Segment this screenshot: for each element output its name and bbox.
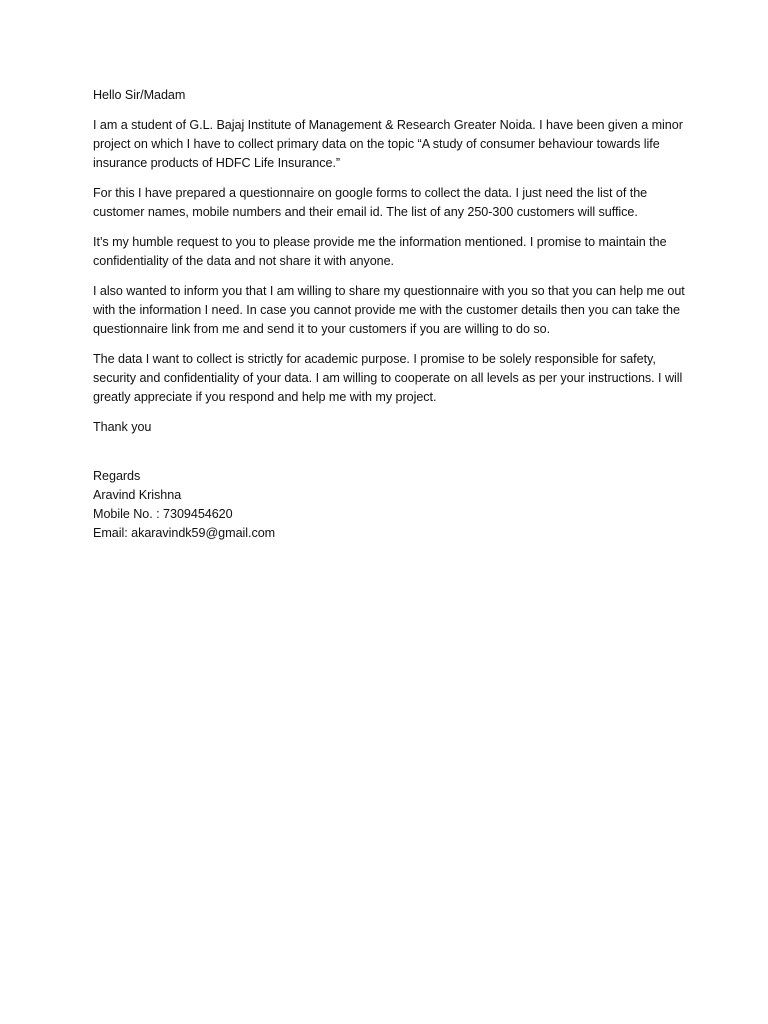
paragraph-share-questionnaire: I also wanted to inform you that I am willing to share my questionnaire with you so that you can help me out with the information I need. In case you cannot provide me with the customer details then you can take the questionnaire link from me and send it to your customers if you are willing to do so. xyxy=(93,284,685,336)
sender-name: Aravind Krishna xyxy=(93,488,182,502)
greeting: Hello Sir/Madam xyxy=(93,88,186,102)
sender-email: Email: akaravindk59@gmail.com xyxy=(93,526,276,540)
signature-block xyxy=(93,467,693,543)
thank-you: Thank you xyxy=(93,420,152,434)
paragraph-confidentiality: It’s my humble request to you to please provide me the information mentioned. I promise to maintain the confidentiality of the data and not share it with anyone. xyxy=(93,235,667,268)
paragraph-intro: I am a student of G.L. Bajaj Institute of Management & Research Greater Noida. I have been given a minor project on which I have to collect primary data on the topic “A study of consumer behaviour towards life insurance products of HDFC Life Insurance.” xyxy=(93,118,683,170)
regards: Regards xyxy=(93,469,141,483)
paragraph-academic-purpose: The data I want to collect is strictly for academic purpose. I promise to be solely responsible for safety, security and confidentiality of your data. I am willing to cooperate on all levels as per your instructions. I will greatly appreciate if you respond and help me with my project. xyxy=(93,352,683,404)
sender-mobile: Mobile No. : 7309454620 xyxy=(93,507,233,521)
paragraph-request-data: For this I have prepared a questionnaire on google forms to collect the data. I just need the list of the customer names, mobile numbers and their email id. The list of any 250-300 customers will suffice. xyxy=(93,186,648,219)
letter-body xyxy=(93,86,693,543)
